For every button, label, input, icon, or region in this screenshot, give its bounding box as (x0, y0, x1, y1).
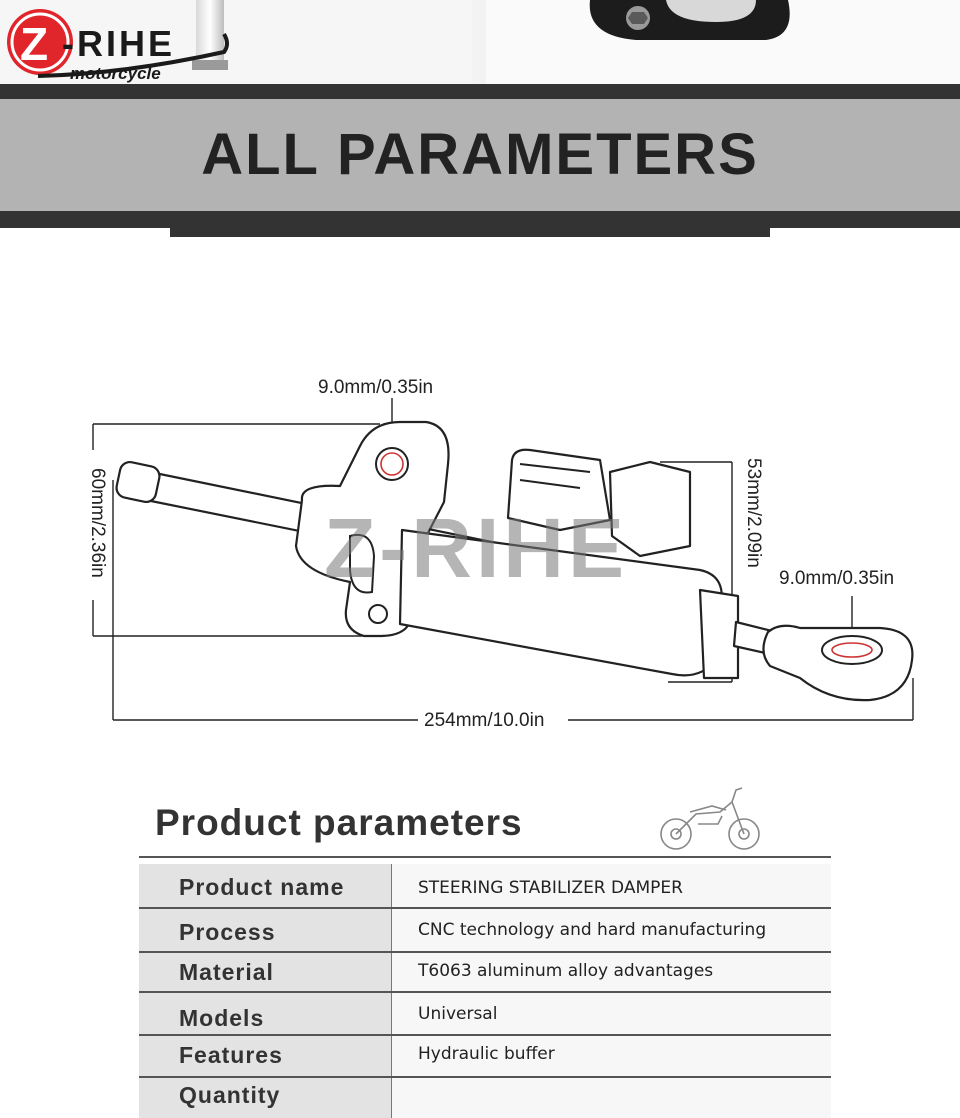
motorcycle-icon (656, 784, 766, 858)
row-label: Product name (179, 874, 345, 900)
svg-text:Z: Z (20, 18, 49, 70)
product-photo-right (486, 0, 960, 84)
z-rihe-watermark: Z-RIHE (324, 501, 628, 595)
dimension-height-right: 53mm/2.09in (743, 458, 764, 568)
table-row (139, 953, 831, 993)
table-row (139, 1078, 831, 1118)
dimension-length: 254mm/10.0in (418, 710, 550, 732)
row-value: Universal (418, 1004, 498, 1024)
row-label-cell (139, 1078, 392, 1118)
row-label-cell (139, 1036, 392, 1076)
row-value: CNC technology and hard manufacturing (418, 920, 767, 940)
row-label-cell (139, 864, 392, 907)
row-value-cell (392, 1036, 831, 1076)
dimension-height-left: 60mm/2.36in (87, 468, 108, 578)
row-label: Quantity (179, 1082, 281, 1108)
table-row (139, 909, 831, 953)
banner-title: ALL PARAMETERS (201, 122, 759, 187)
row-label: Features (179, 1042, 283, 1068)
table-row (139, 993, 831, 1036)
row-value-cell (392, 909, 831, 951)
row-value-cell (392, 1078, 831, 1118)
svg-text:-RIHE: -RIHE (62, 23, 175, 64)
dimension-diagram (0, 360, 960, 740)
product-parameters-title: Product parameters (155, 802, 523, 843)
row-value: Hydraulic buffer (418, 1044, 555, 1064)
banner-underline (170, 228, 770, 237)
params-rule (139, 856, 831, 858)
table-row (139, 1036, 831, 1078)
row-label-cell (139, 909, 392, 951)
row-value-cell (392, 993, 831, 1034)
row-value: STEERING STABILIZER DAMPER (418, 878, 683, 898)
table-row (139, 864, 831, 909)
row-label: Material (179, 959, 274, 985)
row-value-cell (392, 953, 831, 991)
row-value: T6063 aluminum alloy advantages (418, 961, 714, 981)
dimension-right-hole: 9.0mm/0.35in (779, 568, 895, 589)
row-label: Process (179, 919, 276, 945)
row-label-cell (139, 953, 392, 991)
row-label: Models (179, 1005, 265, 1031)
dimension-top-hole: 9.0mm/0.35in (318, 377, 434, 398)
z-rihe-logo (4, 4, 236, 86)
svg-text:motorcycle: motorcycle (70, 64, 161, 83)
row-label-cell (139, 993, 392, 1034)
row-value-cell (392, 864, 831, 907)
damper-clamp-photo (486, 0, 960, 84)
top-photo-strip (0, 0, 960, 84)
